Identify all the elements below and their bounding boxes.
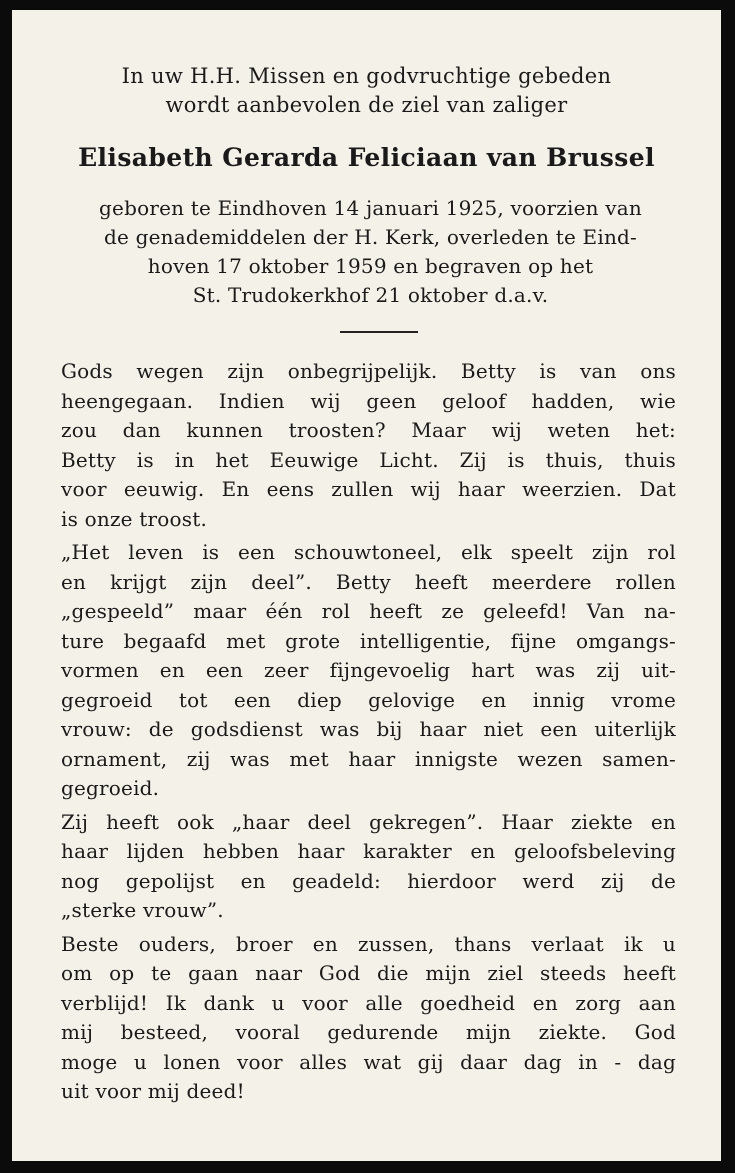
paragraph — [61, 930, 676, 1107]
details-line: St. Trudokerkhof 21 oktober d.a.v. — [192, 283, 549, 307]
text-line: ture begaafd met grote intelligentie, fijne omgangs- — [61, 628, 676, 653]
text-line: vormen en een zeer fijngevoelig hart was zij uit- — [61, 658, 676, 682]
text-line: gegroeid. — [61, 776, 160, 800]
text-line: uit voor mij deed! — [61, 1079, 245, 1103]
text-line: nog gepolijst en geadeld: hierdoor werd zij de — [61, 868, 676, 893]
text-line: „sterke vrouw”. — [61, 898, 224, 922]
text-line: Betty is in het Eeuwige Licht. Zij is thuis, thuis — [61, 447, 676, 472]
text-line: Beste ouders, broer en zussen, thans verlaat ik u — [61, 931, 676, 956]
text-line: „Het leven is een schouwtoneel, elk speelt zijn rol — [61, 540, 676, 564]
intro-line: wordt aanbevolen de ziel van zaliger — [165, 93, 568, 117]
text-line: heengegaan. Indien wij geen geloof hadden, wie — [61, 388, 676, 413]
text-line: is onze troost. — [61, 506, 208, 531]
text-line: gegroeid tot een diep gelovige en innig vrome — [61, 687, 676, 712]
paragraph — [61, 538, 676, 804]
text-line: mij besteed, vooral gedurende mijn ziekte. God — [61, 1020, 676, 1044]
details-line: hoven 17 oktober 1959 en begraven op het — [147, 254, 594, 278]
paragraph — [61, 357, 676, 534]
details-line: de genademiddelen der H. Kerk, overleden te Eind- — [103, 225, 637, 249]
deceased-name: Elisabeth Gerarda Feliciaan van Brussel — [78, 143, 655, 172]
details-line: geboren te Eindhoven 14 januari 1925, voorzien van — [99, 196, 642, 220]
text-line: vrouw: de godsdienst was bij haar niet een uiterlijk — [61, 717, 676, 741]
intro-text — [12, 62, 721, 120]
birth-death-details — [60, 194, 681, 310]
text-line: verblijd! Ik dank u voor alle goedheid en zorg aan — [61, 990, 676, 1015]
text-line: moge u lonen voor alles wat gij daar dag in - dag — [61, 1049, 676, 1074]
text-line: om op te gaan naar God die mijn ziel steeds heeft — [61, 961, 676, 985]
text-line: zou dan kunnen troosten? Maar wij weten het: — [61, 418, 676, 442]
separator-rule — [340, 331, 418, 333]
memorial-card — [12, 10, 721, 1161]
intro-line: In uw H.H. Missen en godvruchtige gebeden — [121, 64, 612, 88]
memorial-text — [61, 357, 676, 1111]
text-line: „gespeeld” maar één rol heeft ze geleefd! Van na- — [61, 599, 676, 623]
text-line: haar lijden hebben haar karakter en geloofsbeleving — [61, 839, 676, 863]
text-line: voor eeuwig. En eens zullen wij haar weerzien. Dat — [61, 477, 676, 501]
text-line: Zij heeft ook „haar deel gekregen”. Haar ziekte en — [61, 809, 676, 834]
text-line: Gods wegen zijn onbegrijpelijk. Betty is van ons — [61, 359, 676, 383]
text-line: en krijgt zijn deel”. Betty heeft meerdere rollen — [61, 569, 676, 594]
paragraph — [61, 808, 676, 926]
text-line: ornament, zij was met haar innigste wezen samen- — [61, 746, 676, 771]
